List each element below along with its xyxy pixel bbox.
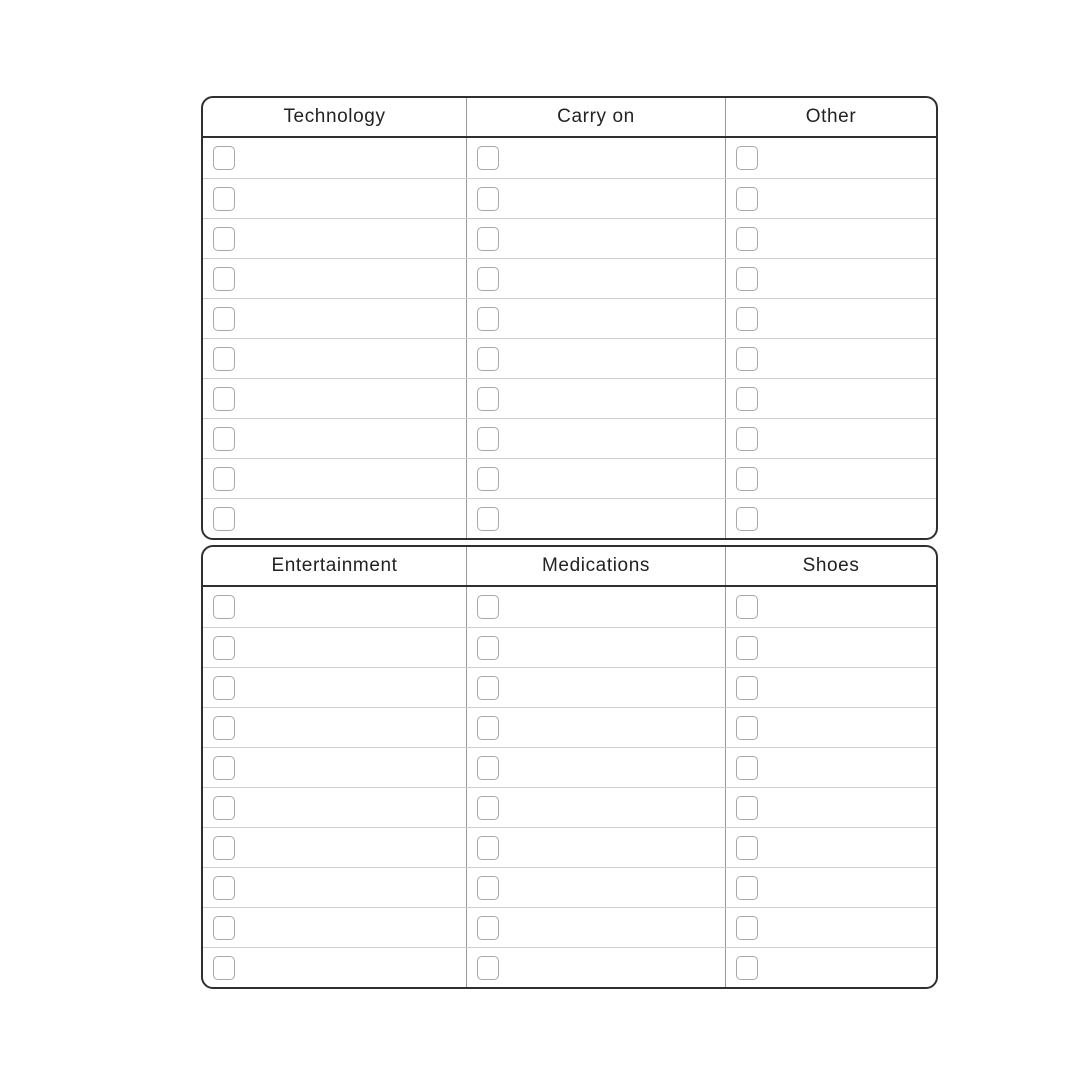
- column-header: Entertainment: [271, 555, 398, 576]
- checklist-cell: [203, 708, 466, 747]
- empty-rounded-checkbox-icon[interactable]: [477, 636, 499, 660]
- empty-rounded-checkbox-icon[interactable]: [736, 427, 758, 451]
- header-row: [203, 547, 936, 587]
- checklist-cell: [725, 179, 936, 218]
- empty-rounded-checkbox-icon[interactable]: [736, 595, 758, 619]
- empty-rounded-checkbox-icon[interactable]: [213, 796, 235, 820]
- empty-rounded-checkbox-icon[interactable]: [213, 387, 235, 411]
- checklist-table-1: [201, 96, 938, 540]
- column-header: Medications: [466, 547, 725, 585]
- checklist-cell: [203, 179, 466, 218]
- checklist-cell: [466, 499, 725, 538]
- empty-rounded-checkbox-icon[interactable]: [736, 716, 758, 740]
- empty-rounded-checkbox-icon[interactable]: [213, 636, 235, 660]
- empty-rounded-checkbox-icon[interactable]: [213, 227, 235, 251]
- header-row: [203, 98, 936, 138]
- checklist-cell: [203, 868, 466, 907]
- checklist-cell: [725, 708, 936, 747]
- empty-rounded-checkbox-icon[interactable]: [477, 595, 499, 619]
- checklist-cell: [203, 668, 466, 707]
- checklist-cell: [725, 299, 936, 338]
- empty-rounded-checkbox-icon[interactable]: [477, 467, 499, 491]
- empty-rounded-checkbox-icon[interactable]: [477, 347, 499, 371]
- table-row: [203, 587, 936, 627]
- empty-rounded-checkbox-icon[interactable]: [213, 836, 235, 860]
- checklist-cell: [203, 259, 466, 298]
- checklist-cell: [725, 219, 936, 258]
- checklist-cell: [725, 459, 936, 498]
- column-header: Technology: [283, 106, 386, 127]
- empty-rounded-checkbox-icon[interactable]: [477, 756, 499, 780]
- empty-rounded-checkbox-icon[interactable]: [477, 676, 499, 700]
- empty-rounded-checkbox-icon[interactable]: [477, 716, 499, 740]
- empty-rounded-checkbox-icon[interactable]: [736, 956, 758, 980]
- checklist-cell: [466, 668, 725, 707]
- table-row: [203, 707, 936, 747]
- empty-rounded-checkbox-icon[interactable]: [213, 146, 235, 170]
- checklist-table-2: [201, 545, 938, 989]
- empty-rounded-checkbox-icon[interactable]: [477, 187, 499, 211]
- empty-rounded-checkbox-icon[interactable]: [736, 146, 758, 170]
- checklist-cell: [725, 339, 936, 378]
- empty-rounded-checkbox-icon[interactable]: [213, 876, 235, 900]
- empty-rounded-checkbox-icon[interactable]: [213, 956, 235, 980]
- empty-rounded-checkbox-icon[interactable]: [213, 307, 235, 331]
- empty-rounded-checkbox-icon[interactable]: [736, 636, 758, 660]
- checklist-cell: [203, 788, 466, 827]
- table-row: [203, 218, 936, 258]
- empty-rounded-checkbox-icon[interactable]: [477, 836, 499, 860]
- empty-rounded-checkbox-icon[interactable]: [477, 916, 499, 940]
- table-row: [203, 418, 936, 458]
- checklist-cell: [203, 219, 466, 258]
- checklist-cell: [466, 299, 725, 338]
- checklist-cell: [725, 379, 936, 418]
- checklist-cell: [725, 499, 936, 538]
- checklist-cell: [466, 748, 725, 787]
- empty-rounded-checkbox-icon[interactable]: [736, 796, 758, 820]
- checklist-cell: [725, 259, 936, 298]
- checklist-cell: [725, 587, 936, 627]
- empty-rounded-checkbox-icon[interactable]: [736, 916, 758, 940]
- empty-rounded-checkbox-icon[interactable]: [477, 267, 499, 291]
- checklist-cell: [466, 908, 725, 947]
- checklist-cell: [466, 628, 725, 667]
- checklist-cell: [466, 459, 725, 498]
- table-row: [203, 867, 936, 907]
- checklist-cell: [203, 948, 466, 987]
- checklist-cell: [203, 299, 466, 338]
- checklist-cell: [203, 748, 466, 787]
- checklist-cell: [466, 339, 725, 378]
- empty-rounded-checkbox-icon[interactable]: [736, 307, 758, 331]
- table-row: [203, 138, 936, 178]
- table-row: [203, 178, 936, 218]
- table-row: [203, 907, 936, 947]
- empty-rounded-checkbox-icon[interactable]: [477, 307, 499, 331]
- checklist-cell: [466, 587, 725, 627]
- checklist-cell: [466, 219, 725, 258]
- table-row: [203, 947, 936, 987]
- checklist-cell: [203, 908, 466, 947]
- checklist-cell: [466, 708, 725, 747]
- table-row: [203, 787, 936, 827]
- checklist-cell: [725, 668, 936, 707]
- table-row: [203, 378, 936, 418]
- empty-rounded-checkbox-icon[interactable]: [213, 716, 235, 740]
- checklist-cell: [466, 419, 725, 458]
- checklist-tables-container: [201, 96, 938, 989]
- table-row: [203, 338, 936, 378]
- checklist-cell: [725, 748, 936, 787]
- table-row: [203, 298, 936, 338]
- empty-rounded-checkbox-icon[interactable]: [736, 347, 758, 371]
- checklist-cell: [203, 628, 466, 667]
- empty-rounded-checkbox-icon[interactable]: [213, 347, 235, 371]
- checklist-cell: [725, 948, 936, 987]
- empty-rounded-checkbox-icon[interactable]: [213, 427, 235, 451]
- checklist-cell: [466, 138, 725, 178]
- checklist-cell: [725, 908, 936, 947]
- empty-rounded-checkbox-icon[interactable]: [213, 267, 235, 291]
- checklist-cell: [466, 179, 725, 218]
- checklist-cell: [203, 499, 466, 538]
- column-header: Carry on: [466, 98, 725, 136]
- table-row: [203, 747, 936, 787]
- empty-rounded-checkbox-icon[interactable]: [213, 467, 235, 491]
- empty-rounded-checkbox-icon[interactable]: [477, 876, 499, 900]
- empty-rounded-checkbox-icon[interactable]: [736, 467, 758, 491]
- empty-rounded-checkbox-icon[interactable]: [477, 956, 499, 980]
- checklist-cell: [466, 868, 725, 907]
- empty-rounded-checkbox-icon[interactable]: [736, 876, 758, 900]
- checklist-cell: [725, 138, 936, 178]
- empty-rounded-checkbox-icon[interactable]: [736, 267, 758, 291]
- empty-rounded-checkbox-icon[interactable]: [477, 387, 499, 411]
- empty-rounded-checkbox-icon[interactable]: [736, 836, 758, 860]
- empty-rounded-checkbox-icon[interactable]: [213, 756, 235, 780]
- empty-rounded-checkbox-icon[interactable]: [213, 187, 235, 211]
- checklist-cell: [725, 788, 936, 827]
- table-row: [203, 258, 936, 298]
- checklist-cell: [203, 379, 466, 418]
- table-row: [203, 627, 936, 667]
- empty-rounded-checkbox-icon[interactable]: [736, 227, 758, 251]
- checklist-cell: [203, 419, 466, 458]
- empty-rounded-checkbox-icon[interactable]: [736, 387, 758, 411]
- checklist-cell: [725, 868, 936, 907]
- table-row: [203, 498, 936, 538]
- checklist-cell: [203, 828, 466, 867]
- checklist-cell: [725, 628, 936, 667]
- checklist-cell: [203, 339, 466, 378]
- table-row: [203, 458, 936, 498]
- checklist-cell: [466, 788, 725, 827]
- empty-rounded-checkbox-icon[interactable]: [736, 676, 758, 700]
- empty-rounded-checkbox-icon[interactable]: [213, 507, 235, 531]
- empty-rounded-checkbox-icon[interactable]: [736, 187, 758, 211]
- empty-rounded-checkbox-icon[interactable]: [213, 595, 235, 619]
- empty-rounded-checkbox-icon[interactable]: [736, 507, 758, 531]
- table-row: [203, 667, 936, 707]
- checklist-cell: [466, 948, 725, 987]
- empty-rounded-checkbox-icon[interactable]: [736, 756, 758, 780]
- checklist-cell: [725, 419, 936, 458]
- empty-rounded-checkbox-icon[interactable]: [477, 796, 499, 820]
- checklist-cell: [466, 828, 725, 867]
- checklist-cell: [466, 379, 725, 418]
- checklist-cell: [203, 459, 466, 498]
- column-header: Shoes: [725, 547, 936, 585]
- empty-rounded-checkbox-icon[interactable]: [477, 427, 499, 451]
- empty-rounded-checkbox-icon[interactable]: [477, 507, 499, 531]
- table-row: [203, 827, 936, 867]
- checklist-cell: [466, 259, 725, 298]
- empty-rounded-checkbox-icon[interactable]: [213, 916, 235, 940]
- empty-rounded-checkbox-icon[interactable]: [477, 227, 499, 251]
- empty-rounded-checkbox-icon[interactable]: [213, 676, 235, 700]
- checklist-cell: [203, 138, 466, 178]
- checklist-cell: [725, 828, 936, 867]
- empty-rounded-checkbox-icon[interactable]: [477, 146, 499, 170]
- checklist-cell: [203, 587, 466, 627]
- column-header: Other: [725, 98, 936, 136]
